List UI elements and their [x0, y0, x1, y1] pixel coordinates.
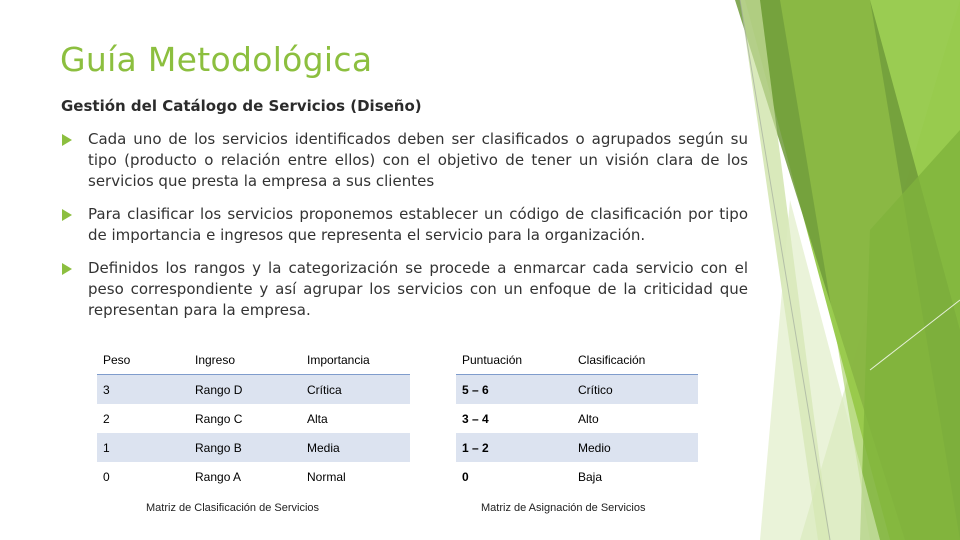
assignment-table-caption: Matriz de Asignación de Servicios: [481, 502, 646, 514]
table-row: [97, 404, 410, 433]
table-cell: Rango C: [195, 411, 243, 426]
table-cell: Alta: [307, 411, 328, 426]
table-cell: Rango D: [189, 375, 301, 405]
bullet-item: [62, 204, 748, 246]
bullet-item: [62, 258, 748, 321]
table-row: [97, 375, 410, 405]
bullet-text: Cada uno de los servicios identificados deben ser clasificados o agrupados según su tipo (producto o relación entre ellos) con el objetivo de tener un visión clara de los servicios que presta la empresa a sus clientes: [88, 130, 748, 190]
table-cell: Medio: [572, 433, 698, 462]
bullet-text: Definidos los rangos y la categorización se procede a enmarcar cada servicio con el peso correspondiente y así agrupar los servicios con un enfoque de la criticidad que representan para la empresa.: [88, 259, 748, 319]
table-row: [456, 375, 698, 405]
classification-table: [97, 345, 410, 491]
bullet-item: [62, 129, 748, 192]
table-row: [456, 433, 698, 462]
page-subtitle: Gestión del Catálogo de Servicios (Diseño): [61, 97, 422, 115]
table-header: Importancia: [301, 345, 410, 375]
table-header: Ingreso: [189, 345, 301, 375]
bullet-text: Para clasificar los servicios proponemos establecer un código de clasificación por tipo de importancia e ingresos que representa el servicio para la organización.: [88, 205, 748, 244]
table-header-row: [97, 345, 410, 375]
table-row: [456, 462, 698, 491]
table-cell: 0: [462, 469, 469, 484]
table-cell: 5 – 6: [456, 375, 572, 405]
table-cell: 3: [97, 375, 189, 405]
table-cell: Media: [301, 433, 410, 462]
table-header: Clasificación: [572, 345, 698, 375]
table-row: [97, 462, 410, 491]
assignment-table: [456, 345, 698, 491]
table-cell: Crítica: [301, 375, 410, 405]
table-cell: 0: [103, 469, 110, 484]
table-cell: Crítico: [572, 375, 698, 405]
table-cell: 3 – 4: [462, 411, 489, 426]
table-header-row: [456, 345, 698, 375]
arrow-bullet-icon: [62, 263, 72, 275]
page-title: Guía Metodológica: [60, 40, 373, 79]
table-cell: Alto: [578, 411, 599, 426]
table-cell: Rango A: [195, 469, 242, 484]
table-cell: 2: [103, 411, 110, 426]
table-cell: 1 – 2: [456, 433, 572, 462]
table-row: [456, 404, 698, 433]
table-cell: Rango B: [189, 433, 301, 462]
table-cell: 1: [97, 433, 189, 462]
table-header: Peso: [97, 345, 189, 375]
arrow-bullet-icon: [62, 209, 72, 221]
bullet-list: [62, 129, 748, 333]
classification-table-caption: Matriz de Clasificación de Servicios: [146, 502, 320, 514]
table-cell: Normal: [307, 469, 346, 484]
table-cell: Baja: [578, 469, 603, 484]
table-header: Puntuación: [456, 345, 572, 375]
table-row: [97, 433, 410, 462]
arrow-bullet-icon: [62, 134, 72, 146]
